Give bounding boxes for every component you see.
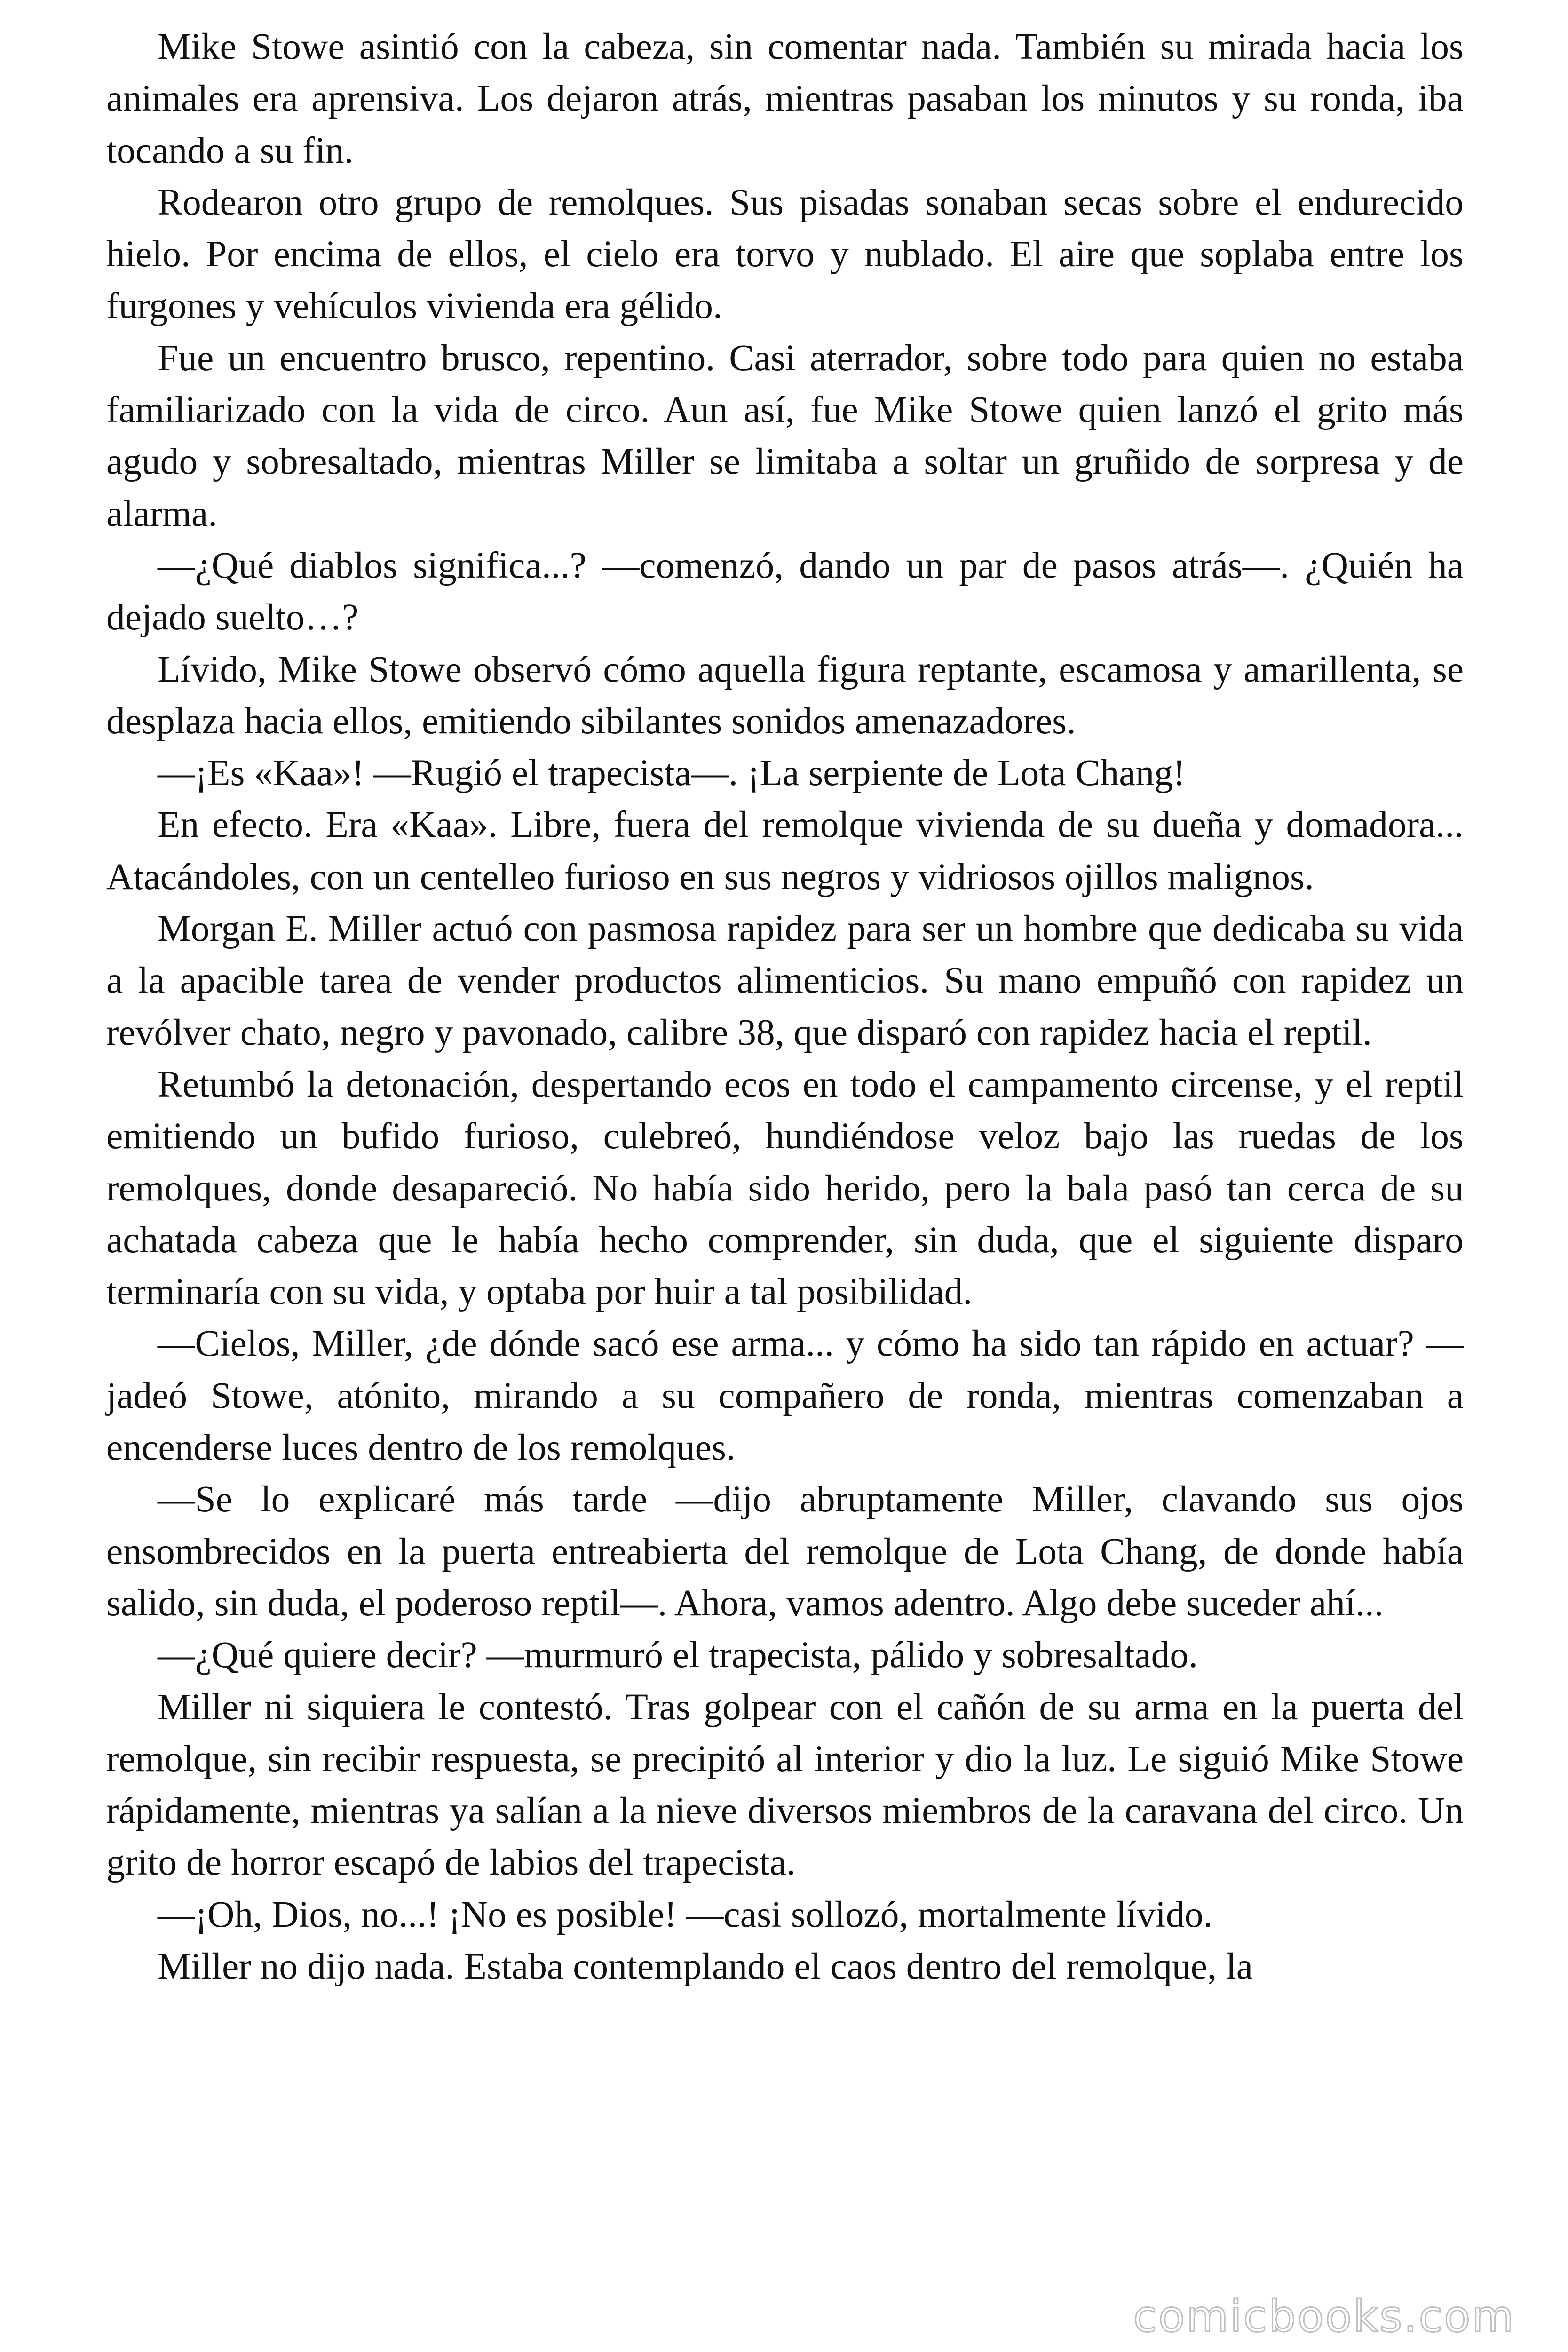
paragraph-12: —¿Qué quiere decir? —murmuró el trapecista, pálido y sobresaltado. bbox=[158, 1634, 1198, 1676]
paragraph-2: Rodearon otro grupo de remolques. Sus pisadas sonaban secas sobre el endurecido hielo. Por encima de ellos, el cielo era torvo y nublado. El aire que soplaba entre los furgones y vehículos vivienda era gélido. bbox=[106, 181, 1464, 327]
paragraph-14: —¡Oh, Dios, no...! ¡No es posible! —casi sollozó, mortalmente lívido. bbox=[158, 1893, 1213, 1935]
paragraph-7: En efecto. Era «Kaa». Libre, fuera del remolque vivienda de su dueña y domadora... Atacándoles, con un centelleo furioso en sus negros y vidriosos ojillos malignos. bbox=[106, 804, 1464, 898]
page-body bbox=[106, 21, 1464, 1992]
paragraph-6: —¡Es «Kaa»! —Rugió el trapecista—. ¡La serpiente de Lota Chang! bbox=[158, 752, 1186, 794]
paragraph-11: —Se lo explicaré más tarde —dijo abruptamente Miller, clavando sus ojos ensombrecidos en la puerta entreabierta del remolque de Lota Chang, de donde había salido, sin duda, el poderoso reptil—. Ahora, vamos adentro. Algo debe suceder ahí... bbox=[106, 1478, 1464, 1624]
paragraph-3: Fue un encuentro brusco, repentino. Casi aterrador, sobre todo para quien no estaba familiarizado con la vida de circo. Aun así, fue Mike Stowe quien lanzó el grito más agudo y sobresaltado, mientras Miller se limitaba a soltar un gruñido de sorpresa y de alarma. bbox=[106, 337, 1464, 534]
paragraph-4: —¿Qué diablos significa...? —comenzó, dando un par de pasos atrás—. ¿Quién ha dejado suelto…? bbox=[106, 544, 1464, 638]
paragraph-1: Mike Stowe asintió con la cabeza, sin comentar nada. También su mirada hacia los animales era aprensiva. Los dejaron atrás, mientras pasaban los minutos y su ronda, iba tocando a su fin. bbox=[106, 26, 1464, 171]
paragraph-13: Miller ni siquiera le contestó. Tras golpear con el cañón de su arma en la puerta del remolque, sin recibir respuesta, se precipitó al interior y dio la luz. Le siguió Mike Stowe rápidamente, mientras ya salían a la nieve diversos miembros de la caravana del circo. Un grito de horror escapó de labios del trapecista. bbox=[106, 1686, 1464, 1883]
paragraph-8: Morgan E. Miller actuó con pasmosa rapidez para ser un hombre que dedicaba su vida a la apacible tarea de vender productos alimenticios. Su mano empuñó con rapidez un revólver chato, negro y pavonado, calibre 38, que disparó con rapidez hacia el reptil. bbox=[106, 908, 1464, 1053]
paragraph-10: —Cielos, Miller, ¿de dónde sacó ese arma... y cómo ha sido tan rápido en actuar? —jadeó Stowe, atónito, mirando a su compañero de ronda, mientras comenzaban a encenderse luces dentro de los remolques. bbox=[106, 1323, 1464, 1469]
watermark: comicbooks.com bbox=[1133, 2291, 1515, 2342]
paragraph-5: Lívido, Mike Stowe observó cómo aquella figura reptante, escamosa y amarillenta, se desplaza hacia ellos, emitiendo sibilantes sonidos amenazadores. bbox=[106, 648, 1464, 742]
paragraph-9: Retumbó la detonación, despertando ecos en todo el campamento circense, y el reptil emitiendo un bufido furioso, culebreó, hundiéndose veloz bajo las ruedas de los remolques, donde desapareció. No había sido herido, pero la bala pasó tan cerca de su achatada cabeza que le había hecho comprender, sin duda, que el siguiente disparo terminaría con su vida, y optaba por huir a tal posibilidad. bbox=[106, 1063, 1464, 1313]
paragraph-15: Miller no dijo nada. Estaba contemplando el caos dentro del remolque, la bbox=[158, 1945, 1253, 1987]
